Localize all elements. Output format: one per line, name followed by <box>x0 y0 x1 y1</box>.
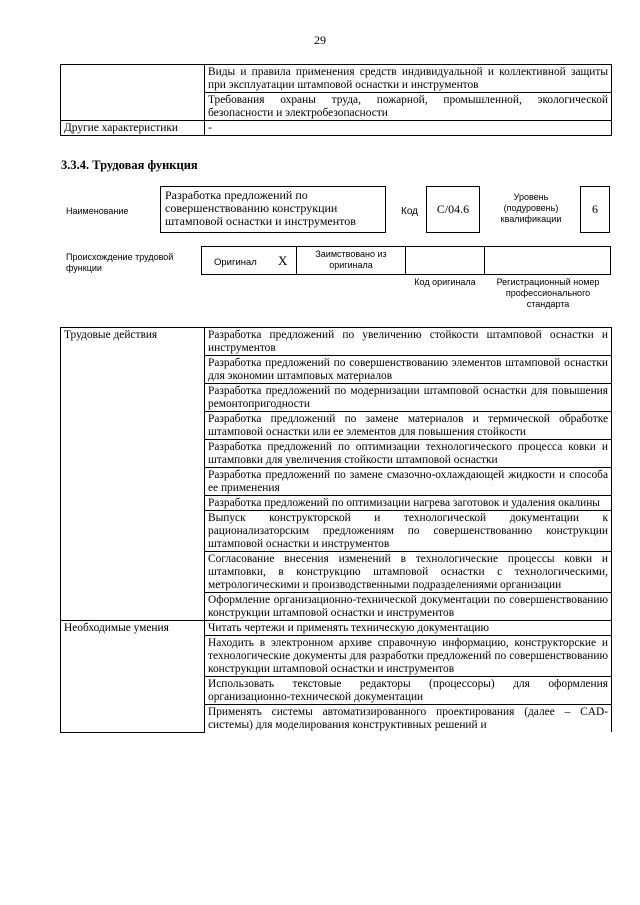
skill-item: Применять системы автоматизированного проектирования (далее – CAD-системы) для моделирования конструктивных решений и <box>205 705 612 733</box>
labor-actions-label: Трудовые действия <box>61 328 205 621</box>
labor-action-item: Выпуск конструкторской и технологической документации к рационализаторским предложениям по совершенствованию конструкции штамповой оснастки и инструментов <box>205 511 612 552</box>
skill-item: Читать чертежи и применять техническую документацию <box>205 621 612 636</box>
cont-text-cell: Требования охраны труда, пожарной, промышленной, экологической безопасности и электробезопасности <box>205 93 612 121</box>
code-original-box <box>405 246 485 275</box>
labor-action-item: Разработка предложений по замене материалов и термической обработке штамповой оснастки или ее элементов для повышения стойкости <box>205 412 612 440</box>
labor-action-item: Оформление организационно-технической документации по совершенствованию конструкции штамповой оснастки и инструментов <box>205 593 612 621</box>
skills-label: Необходимые умения <box>61 621 205 733</box>
other-characteristics-label: Другие характеристики <box>61 121 205 136</box>
cont-label-cell <box>61 93 205 121</box>
labor-action-item: Разработка предложений по модернизации штамповой оснастки для повышения ремонтопригодности <box>205 384 612 412</box>
labor-action-item: Разработка предложений по оптимизации нагрева заготовок и удаления окалины <box>205 496 612 511</box>
reg-number-caption: Регистрационный номер профессионального стандарта <box>496 277 600 309</box>
cont-text-cell: Виды и правила применения средств индивидуальной и коллективной защиты при эксплуатации штамповой оснастки и инструментов <box>205 65 612 93</box>
labor-function-table <box>60 327 612 733</box>
other-characteristics-value: - <box>205 121 612 136</box>
labor-action-item: Разработка предложений по совершенствованию элементов штамповой оснастки для экономии штамповых материалов <box>205 356 612 384</box>
level-value-box: 6 <box>580 186 610 233</box>
original-label: Оригинал <box>214 257 257 268</box>
code-label: Код <box>401 206 419 217</box>
reg-number-box <box>484 246 611 275</box>
cont-label-cell <box>61 65 205 93</box>
labor-action-item: Разработка предложений по увеличению стойкости штамповой оснастки и инструментов <box>205 328 612 356</box>
original-mark: X <box>278 253 288 268</box>
skill-item: Использовать текстовые редакторы (процессоры) для оформления организационно-технической документации <box>205 677 612 705</box>
name-value-box: Разработка предложений по совершенствованию конструкции штамповой оснастки и инструментов <box>160 186 386 233</box>
section-title: 3.3.4. Трудовая функция <box>61 158 198 172</box>
code-value-box: С/04.6 <box>426 186 480 233</box>
skill-item: Находить в электронном архиве справочную информацию, конструкторские и технологические документы для разработки предложений по совершенствованию конструкции штамповой оснастки и инструментов <box>205 636 612 677</box>
level-label: Уровень (подуровень) квалификации <box>500 192 562 224</box>
borrowed-box: Заимствовано из оригинала <box>296 246 406 275</box>
code-original-caption: Код оригинала <box>414 277 476 287</box>
name-label: Наименование <box>66 206 129 216</box>
original-box <box>201 246 297 275</box>
labor-action-item: Разработка предложений по замене смазочно-охлаждающей жидкости и способа ее применения <box>205 468 612 496</box>
page-number: 29 <box>314 33 326 47</box>
labor-action-item: Согласование внесения изменений в технологические процессы ковки и штамповки, в конструкцию штамповой оснастки с технологическими, метрологическими и производственными подразделениями организации <box>205 552 612 593</box>
continuation-table <box>60 64 612 136</box>
origin-label: Происхождение трудовой функции <box>66 252 174 273</box>
labor-action-item: Разработка предложений по оптимизации технологического процесса ковки и штамповки для увеличения стойкости штамповой оснастки <box>205 440 612 468</box>
